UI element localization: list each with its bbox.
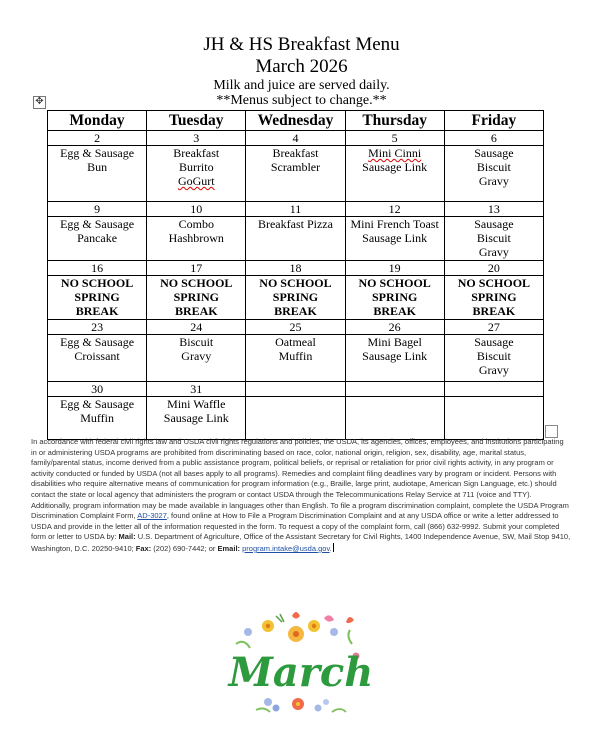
menu-item: BREAK bbox=[274, 304, 317, 318]
menu-item: SPRING bbox=[371, 290, 418, 304]
menu-cell bbox=[444, 335, 543, 382]
menu-month: March 2026 bbox=[255, 56, 348, 77]
date-cell: 11 bbox=[246, 202, 345, 217]
table-move-handle-icon[interactable]: ✥ bbox=[33, 96, 46, 109]
menu-item: Mini French Toast bbox=[350, 217, 439, 231]
date-cell: 12 bbox=[345, 202, 444, 217]
date-cell bbox=[444, 382, 543, 397]
menu-item: Sausage Link bbox=[362, 349, 428, 363]
menu-cell bbox=[48, 397, 147, 440]
date-cell: 13 bbox=[444, 202, 543, 217]
date-cell: 24 bbox=[147, 320, 246, 335]
menu-item: BREAK bbox=[75, 304, 119, 318]
weekday-header: Monday bbox=[48, 111, 147, 131]
menu-item: NO SCHOOL bbox=[60, 276, 134, 290]
text-cursor bbox=[333, 543, 334, 552]
menu-cell bbox=[147, 397, 246, 440]
menu-item: BREAK bbox=[472, 304, 516, 318]
menu-item: Biscuit bbox=[476, 231, 511, 245]
menu-item: Egg & Sausage bbox=[60, 217, 135, 231]
menu-cell bbox=[48, 217, 147, 261]
march-logo bbox=[206, 604, 396, 724]
menu-item: Sausage Link bbox=[362, 231, 428, 245]
menu-item: Sausage Link bbox=[362, 160, 428, 174]
menu-item: GoGurt bbox=[177, 174, 215, 188]
menu-item: Burrito bbox=[178, 160, 214, 174]
weekday-header-row bbox=[48, 111, 544, 131]
complaint-form-link[interactable]: AD-3027 bbox=[137, 511, 167, 521]
menu-change-note bbox=[0, 93, 603, 108]
date-row bbox=[48, 131, 544, 146]
menu-cell bbox=[246, 146, 345, 202]
menu-items-row bbox=[48, 335, 544, 382]
menu-cell bbox=[444, 146, 543, 202]
date-cell: 9 bbox=[48, 202, 147, 217]
menu-item: Breakfast bbox=[173, 146, 220, 160]
date-cell: 20 bbox=[444, 261, 543, 276]
menu-cell bbox=[147, 146, 246, 202]
menu-item: NO SCHOOL bbox=[457, 276, 531, 290]
statement-part-2: , found online at How to File a Program Discrimination Complaint and at any USDA office or write a letter addressed to USDA and provide in the letter all of the information requested in the form. To request a copy of the complaint form, call (866) 632-9992. Submit your completed form or letter to USDA by: bbox=[31, 511, 560, 542]
menu-items-row bbox=[48, 217, 544, 261]
menu-cell bbox=[246, 335, 345, 382]
menu-change-text: **Menus subject to change.** bbox=[216, 93, 387, 108]
date-cell: 2 bbox=[48, 131, 147, 146]
menu-item: Hashbrown bbox=[168, 231, 224, 245]
date-cell: 23 bbox=[48, 320, 147, 335]
menu-item: Mini Bagel bbox=[367, 335, 422, 349]
menu-cell bbox=[48, 335, 147, 382]
menu-item: Egg & Sausage bbox=[60, 397, 135, 411]
menu-item: Muffin bbox=[80, 411, 114, 425]
date-row bbox=[48, 320, 544, 335]
menu-item: Breakfast Pizza bbox=[257, 217, 333, 231]
menu-items-row bbox=[48, 397, 544, 440]
menu-item: Sausage bbox=[474, 217, 514, 231]
statement-part-1: In accordance with federal civil rights law and USDA civil rights regulations and policies, the USDA, its agencies, offices, employees, and institutions participating in or administering USDA programs are prohibited from discriminating based on race, color, national origin, religion, sex, disability, age, marital status, family/parental status, income derived from a public assistance program, political beliefs, or reprisal or retaliation for prior civil rights activity, in any program or activity conducted or funded by USDA (not all bases apply to all programs). Remedies and complaint filing deadlines vary by program or incident. Persons with disabilities who require alternative means of communication for program information (e.g., Braille, large print, audiotape, American Sign Language, etc.) should contact the state or local agency that administers the program or contact USDA through the Telecommunications Relay Service at 711 (voice and TTY). Additionally, program information may be made available in languages other than English. To file a program discrimination complaint, complete the USDA Program Discrimination Complaint Form, bbox=[31, 437, 569, 521]
menu-item: BREAK bbox=[373, 304, 416, 318]
menu-item: Biscuit bbox=[476, 160, 511, 174]
menu-item: Sausage bbox=[474, 335, 514, 349]
email-label: Email: bbox=[217, 543, 241, 553]
menu-cell bbox=[444, 397, 543, 440]
menu-table bbox=[47, 110, 544, 440]
menu-item: Egg & Sausage bbox=[60, 146, 135, 160]
menu-cell bbox=[345, 397, 444, 440]
date-cell: 5 bbox=[345, 131, 444, 146]
menu-item: Bun bbox=[87, 160, 108, 174]
menu-cell bbox=[444, 276, 543, 320]
menu-cell bbox=[48, 276, 147, 320]
date-cell: 31 bbox=[147, 382, 246, 397]
menu-item: Gravy bbox=[478, 245, 509, 259]
bottom-flowers-icon bbox=[256, 698, 346, 712]
menu-cell bbox=[345, 276, 444, 320]
menu-cell bbox=[246, 397, 345, 440]
email-link[interactable]: program.intake@usda.gov bbox=[242, 543, 330, 553]
menu-items-row bbox=[48, 276, 544, 320]
menu-item: Egg & Sausage bbox=[60, 335, 135, 349]
menu-item: Combo bbox=[178, 217, 214, 231]
date-cell bbox=[345, 382, 444, 397]
menu-cell bbox=[345, 335, 444, 382]
menu-cell bbox=[444, 217, 543, 261]
menu-item: Croissant bbox=[74, 349, 120, 363]
menu-cell bbox=[246, 276, 345, 320]
menu-item: Biscuit bbox=[179, 335, 214, 349]
nondiscrimination-statement bbox=[31, 437, 571, 555]
menu-cell bbox=[246, 217, 345, 261]
date-cell: 3 bbox=[147, 131, 246, 146]
menu-item: Oatmeal bbox=[275, 335, 316, 349]
statement-end: . bbox=[329, 543, 332, 553]
weekday-header: Friday bbox=[444, 111, 543, 131]
menu-item: NO SCHOOL bbox=[259, 276, 332, 290]
weekday-header: Wednesday bbox=[246, 111, 345, 131]
date-row bbox=[48, 382, 544, 397]
menu-cell bbox=[147, 335, 246, 382]
menu-item: BREAK bbox=[174, 304, 218, 318]
menu-cell bbox=[345, 217, 444, 261]
mail-address: U.S. Department of Agriculture, Office of the Assistant Secretary for Civil Rights, 1400 Independence Avenue, SW, Mail Stop 9410, Washington, D.C. 20250-9410; bbox=[31, 532, 571, 553]
fax-label: Fax: bbox=[135, 543, 152, 553]
weekday-header: Tuesday bbox=[147, 111, 246, 131]
menu-item: Pancake bbox=[77, 231, 118, 245]
menu-item: NO SCHOOL bbox=[358, 276, 431, 290]
menu-body bbox=[48, 131, 544, 440]
fax-number: (202) 690-7442; or bbox=[151, 543, 218, 553]
menu-item: Scrambler bbox=[270, 160, 321, 174]
date-cell: 25 bbox=[246, 320, 345, 335]
milk-juice-note: Milk and juice are served daily. bbox=[213, 78, 390, 93]
menu-item: SPRING bbox=[471, 290, 517, 304]
weekday-header: Thursday bbox=[345, 111, 444, 131]
date-cell: 17 bbox=[147, 261, 246, 276]
date-row bbox=[48, 261, 544, 276]
date-cell: 19 bbox=[345, 261, 444, 276]
menu-item: Biscuit bbox=[476, 349, 511, 363]
menu-header bbox=[0, 34, 603, 108]
menu-item: Mini Cinni bbox=[368, 146, 422, 160]
date-cell: 6 bbox=[444, 131, 543, 146]
date-cell: 30 bbox=[48, 382, 147, 397]
menu-item: SPRING bbox=[74, 290, 120, 304]
date-cell bbox=[246, 382, 345, 397]
menu-item: Muffin bbox=[278, 349, 313, 363]
date-cell: 27 bbox=[444, 320, 543, 335]
menu-item: Sausage Link bbox=[163, 411, 229, 425]
menu-item: Sausage bbox=[474, 146, 514, 160]
date-cell: 10 bbox=[147, 202, 246, 217]
date-row bbox=[48, 202, 544, 217]
menu-item: Breakfast bbox=[272, 146, 319, 160]
menu-items-row bbox=[48, 146, 544, 202]
mail-label: Mail: bbox=[118, 532, 136, 542]
date-cell: 4 bbox=[246, 131, 345, 146]
menu-item: Gravy bbox=[478, 174, 509, 188]
menu-item: Gravy bbox=[478, 363, 509, 377]
march-script-text: March bbox=[228, 649, 374, 696]
date-cell: 26 bbox=[345, 320, 444, 335]
date-cell: 18 bbox=[246, 261, 345, 276]
menu-cell bbox=[345, 146, 444, 202]
menu-cell bbox=[147, 276, 246, 320]
menu-item: NO SCHOOL bbox=[160, 276, 233, 290]
menu-cell bbox=[48, 146, 147, 202]
menu-item: SPRING bbox=[173, 290, 219, 304]
menu-item: SPRING bbox=[272, 290, 319, 304]
menu-cell bbox=[147, 217, 246, 261]
menu-title: JH & HS Breakfast Menu bbox=[203, 34, 400, 55]
menu-item: Gravy bbox=[181, 349, 212, 363]
menu-item: Mini Waffle bbox=[167, 397, 226, 411]
date-cell: 16 bbox=[48, 261, 147, 276]
